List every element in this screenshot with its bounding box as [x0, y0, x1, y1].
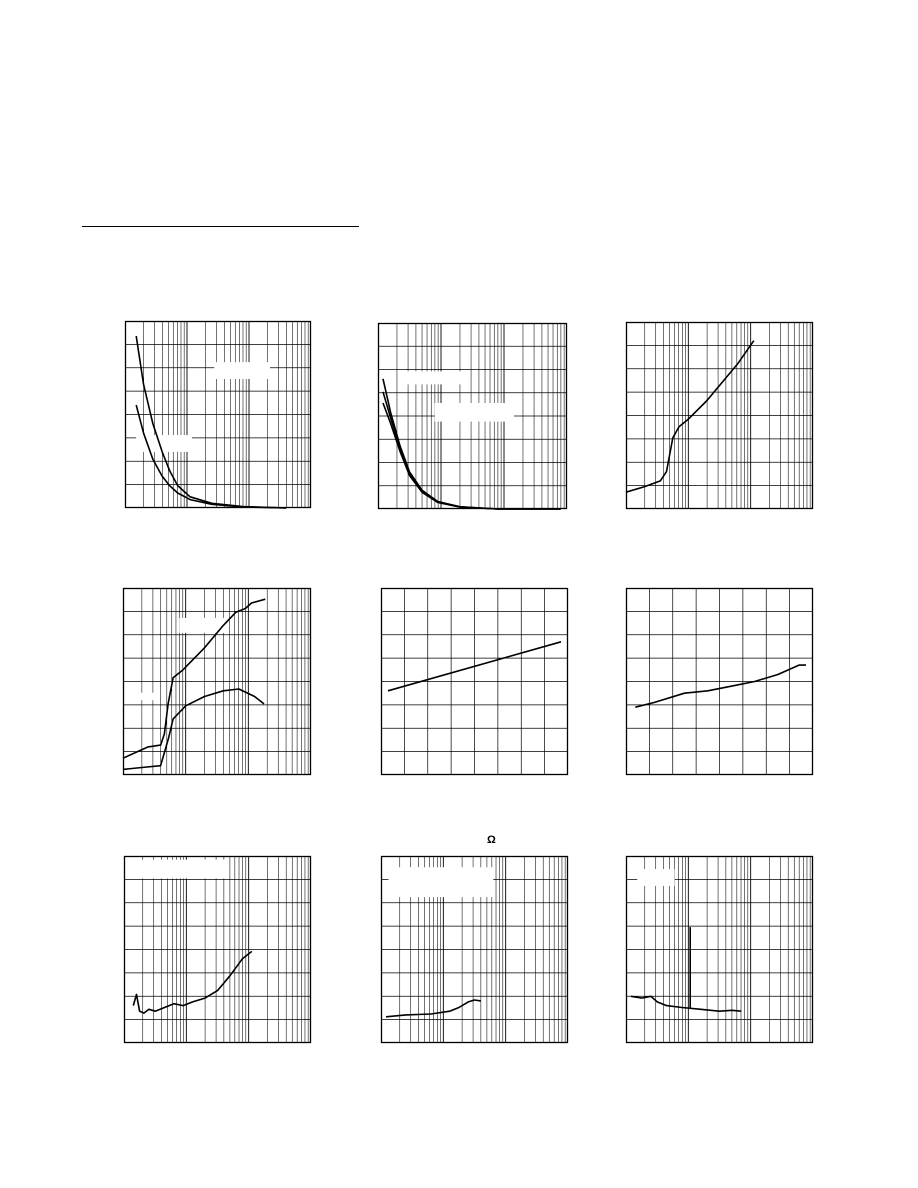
chart-9 [626, 856, 813, 1043]
annotation-box [435, 403, 514, 422]
annotation-box [388, 867, 493, 897]
series-line-2 [123, 689, 264, 769]
annotation-box [133, 860, 227, 879]
annotation-box [401, 371, 467, 384]
gridlines [626, 588, 813, 775]
series-line-1 [626, 341, 754, 493]
series-line-1 [133, 951, 252, 1013]
chart-2 [378, 323, 567, 509]
chart-1 [125, 321, 311, 508]
series-line-2 [136, 405, 286, 508]
chart-7 [124, 856, 311, 1043]
chart-5 [381, 588, 568, 775]
series-line-1 [631, 996, 741, 1011]
chart-8 [381, 856, 568, 1043]
gridlines [381, 588, 568, 775]
annotation-box [214, 362, 270, 379]
gridlines [125, 321, 311, 508]
gridlines [124, 856, 311, 1043]
series-line-1 [635, 665, 806, 707]
series-line-1 [136, 336, 286, 508]
chart-6 [626, 588, 813, 775]
gridlines [626, 322, 813, 509]
chart-4 [123, 588, 311, 775]
section-rule [82, 226, 359, 227]
chart-3 [626, 322, 813, 509]
series-line-1 [386, 1000, 481, 1017]
annotation-box [131, 693, 157, 700]
annotation-box [637, 869, 674, 886]
ohm-symbol: Ω [487, 834, 496, 846]
